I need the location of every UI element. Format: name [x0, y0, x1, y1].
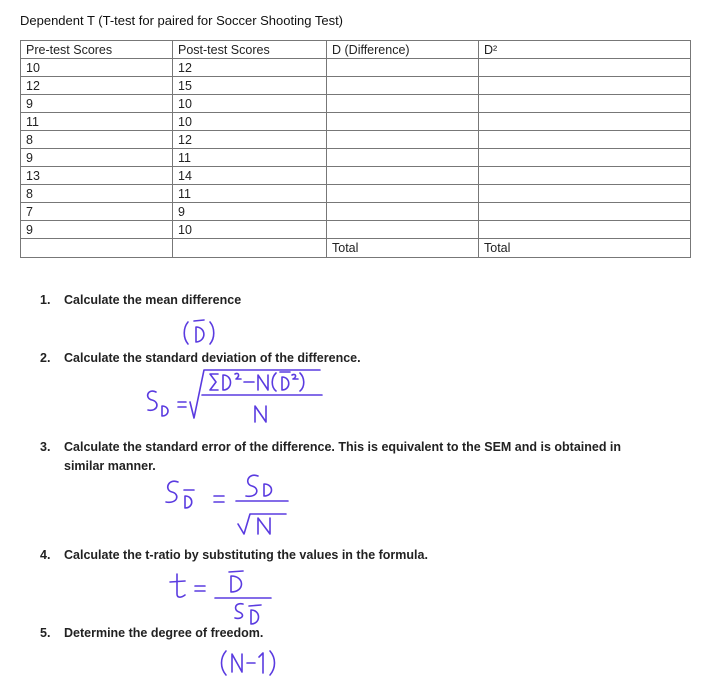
- difference-cell: [327, 95, 479, 113]
- handwritten-df-formula: [218, 648, 282, 678]
- table-row: [21, 221, 691, 239]
- step-number: 2.: [40, 351, 51, 365]
- difference-cell: [327, 203, 479, 221]
- difference-cell: [327, 167, 479, 185]
- difference-squared-cell: [479, 149, 691, 167]
- step-text: Determine the degree of freedom.: [64, 626, 264, 640]
- table-row: [21, 203, 691, 221]
- pre-score-cell: 7: [21, 203, 173, 221]
- difference-total-label: Total: [327, 239, 479, 258]
- difference-cell: [327, 149, 479, 167]
- difference-squared-cell: [479, 95, 691, 113]
- post-score-cell: 14: [173, 167, 327, 185]
- handwritten-sd-formula: [140, 366, 330, 426]
- header-difference: D (Difference): [327, 41, 479, 59]
- pre-score-cell: 12: [21, 77, 173, 95]
- pre-score-cell: 10: [21, 59, 173, 77]
- difference-squared-cell: [479, 59, 691, 77]
- difference-squared-cell: [479, 167, 691, 185]
- post-score-cell: 9: [173, 203, 327, 221]
- difference-cell: [327, 221, 479, 239]
- step-number: 1.: [40, 293, 51, 307]
- difference-squared-cell: [479, 113, 691, 131]
- handwritten-se-formula: [158, 468, 308, 540]
- pre-score-cell: 9: [21, 149, 173, 167]
- table-row: [21, 59, 691, 77]
- step-text: Calculate the standard deviation of the difference.: [64, 351, 361, 365]
- post-score-cell: 15: [173, 77, 327, 95]
- step-number: 3.: [40, 440, 51, 454]
- table-row: [21, 113, 691, 131]
- pre-score-cell: 9: [21, 221, 173, 239]
- pre-score-cell: 11: [21, 113, 173, 131]
- post-score-cell: 11: [173, 149, 327, 167]
- blank-cell: [21, 239, 173, 258]
- post-score-cell: 11: [173, 185, 327, 203]
- difference-squared-cell: [479, 131, 691, 149]
- table-row: [21, 167, 691, 185]
- scores-table: [20, 40, 691, 258]
- step-text: Calculate the mean difference: [64, 293, 242, 307]
- post-score-cell: 10: [173, 95, 327, 113]
- pre-score-cell: 8: [21, 185, 173, 203]
- pre-score-cell: 9: [21, 95, 173, 113]
- table-header-row: [21, 41, 691, 59]
- step-number: 4.: [40, 548, 51, 562]
- document-title: Dependent T (T-test for paired for Soccer Shooting Test): [20, 13, 344, 28]
- difference-squared-cell: [479, 221, 691, 239]
- difference-cell: [327, 77, 479, 95]
- difference-squared-cell: [479, 185, 691, 203]
- handwritten-t-formula: [165, 568, 285, 630]
- blank-cell: [173, 239, 327, 258]
- table-row: [21, 77, 691, 95]
- pre-score-cell: 8: [21, 131, 173, 149]
- difference-squared-cell: [479, 203, 691, 221]
- pre-score-cell: 13: [21, 167, 173, 185]
- header-post-test: Post-test Scores: [173, 41, 327, 59]
- step-text: Calculate the standard error of the difference. This is equivalent to the SEM and is obtained in similar manner.: [64, 440, 622, 473]
- difference-squared-total-label: Total: [479, 239, 691, 258]
- table-row: [21, 149, 691, 167]
- step-number: 5.: [40, 626, 51, 640]
- post-score-cell: 12: [173, 59, 327, 77]
- handwritten-mean-difference: [180, 316, 220, 348]
- post-score-cell: 10: [173, 221, 327, 239]
- difference-cell: [327, 113, 479, 131]
- header-difference-squared: D²: [479, 41, 691, 59]
- difference-cell: [327, 131, 479, 149]
- table-total-row: [21, 239, 691, 258]
- difference-cell: [327, 59, 479, 77]
- table-row: [21, 185, 691, 203]
- step-text: Calculate the t-ratio by substituting the values in the formula.: [64, 548, 428, 562]
- header-pre-test: Pre-test Scores: [21, 41, 173, 59]
- table-row: [21, 95, 691, 113]
- post-score-cell: 10: [173, 113, 327, 131]
- difference-cell: [327, 185, 479, 203]
- difference-squared-cell: [479, 77, 691, 95]
- table-row: [21, 131, 691, 149]
- post-score-cell: 12: [173, 131, 327, 149]
